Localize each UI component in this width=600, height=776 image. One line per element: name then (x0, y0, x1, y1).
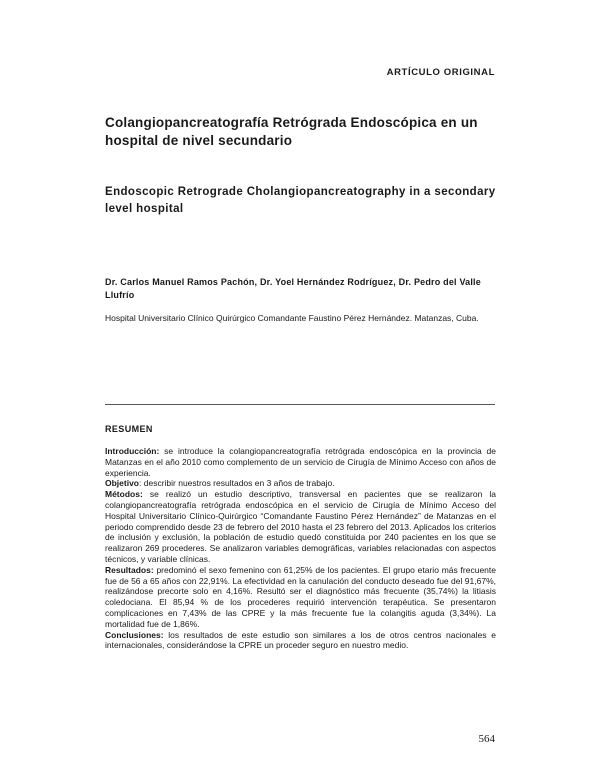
section-label: ARTÍCULO ORIGINAL (386, 67, 495, 78)
metodos-label: Métodos: (105, 489, 143, 500)
objetivo-label: Objetivo (105, 478, 140, 489)
conclusiones-text: los resultados de este estudio son similares a los de otros centros nacionales e internacionales, considerándose la CPRE un proceder seguro en nuestro medio. (105, 629, 496, 651)
divider (105, 404, 495, 405)
conclusiones-label: Conclusiones: (105, 629, 164, 640)
authors: Dr. Carlos Manuel Ramos Pachón, Dr. Yoel Hernández Rodríguez, Dr. Pedro del Valle Llufrío (105, 277, 481, 300)
abstract-conclusiones (105, 630, 496, 652)
abstract-resultados (105, 565, 496, 630)
title-english: Endoscopic Retrograde Cholangiopancreatography in a secondary level hospital (105, 186, 496, 215)
introduccion-label: Introducción: (105, 446, 160, 456)
abstract-objetivo (105, 478, 496, 489)
title-spanish: Colangiopancreatografía Retrógrada Endoscópica en un hospital de nivel secundario (105, 115, 478, 148)
page-number: 564 (478, 733, 495, 745)
abstract-metodos (105, 489, 496, 565)
abstract-body (105, 446, 496, 651)
affiliation: Hospital Universitario Clínico Quirúrgico Comandante Faustino Pérez Hernández. Matanzas, Cuba. (105, 313, 479, 323)
resultados-text: predominó el sexo femenino con 61,25% de los pacientes. El grupo etario más frecuente fue de 56 a 65 años con 22,91%. La efectividad en la canulación del conducto deseado fue del 91,67%, realizándose precorte solo en 4,16%. Resultó ser el diagnóstico más frecuente (35,74%) la litiasis coledociana. El 85,94 % de los procederes requirió intervención terapéutica. Se presentaron complicaciones en 7,43% de las CPRE y la más frecuente fue la colangitis aguda (3,34%). La mortalidad fue de 1,86%. (105, 564, 496, 629)
metodos-text: se realizó un estudio descriptivo, transversal en pacientes que se realizaron la colangiopancreatografía retrógrada endoscópica en el servicio de Cirugía de Mínimo Acceso del Hospital Universitario Clínico-Quirúrgico “Comandante Faustino Pérez Hernández” de Matanzas en el periodo comprendido desde 23 de febrero del 2010 hasta el 23 febrero del 2013. Aplicados los criterios de inclusión y exclusión, la población de estudio quedó constituida por 240 pacientes en los que se realizaron 269 procederes. Se analizaron variables demográficas, variables relacionadas con aspectos técnicos, y variable clínicas. (105, 489, 496, 564)
abstract-introduccion (105, 446, 496, 478)
objetivo-text: : describir nuestros resultados en 3 años de trabajo. (139, 478, 335, 489)
resumen-heading: RESUMEN (105, 424, 153, 434)
introduccion-text: se introduce la colangiopancreatografía retrógrada endoscópica en la provincia de Matanzas en el año 2010 como complemento de un servicio de Cirugía de Mínimo Acceso con años de experiencia. (105, 446, 496, 478)
resultados-label: Resultados: (105, 564, 154, 575)
